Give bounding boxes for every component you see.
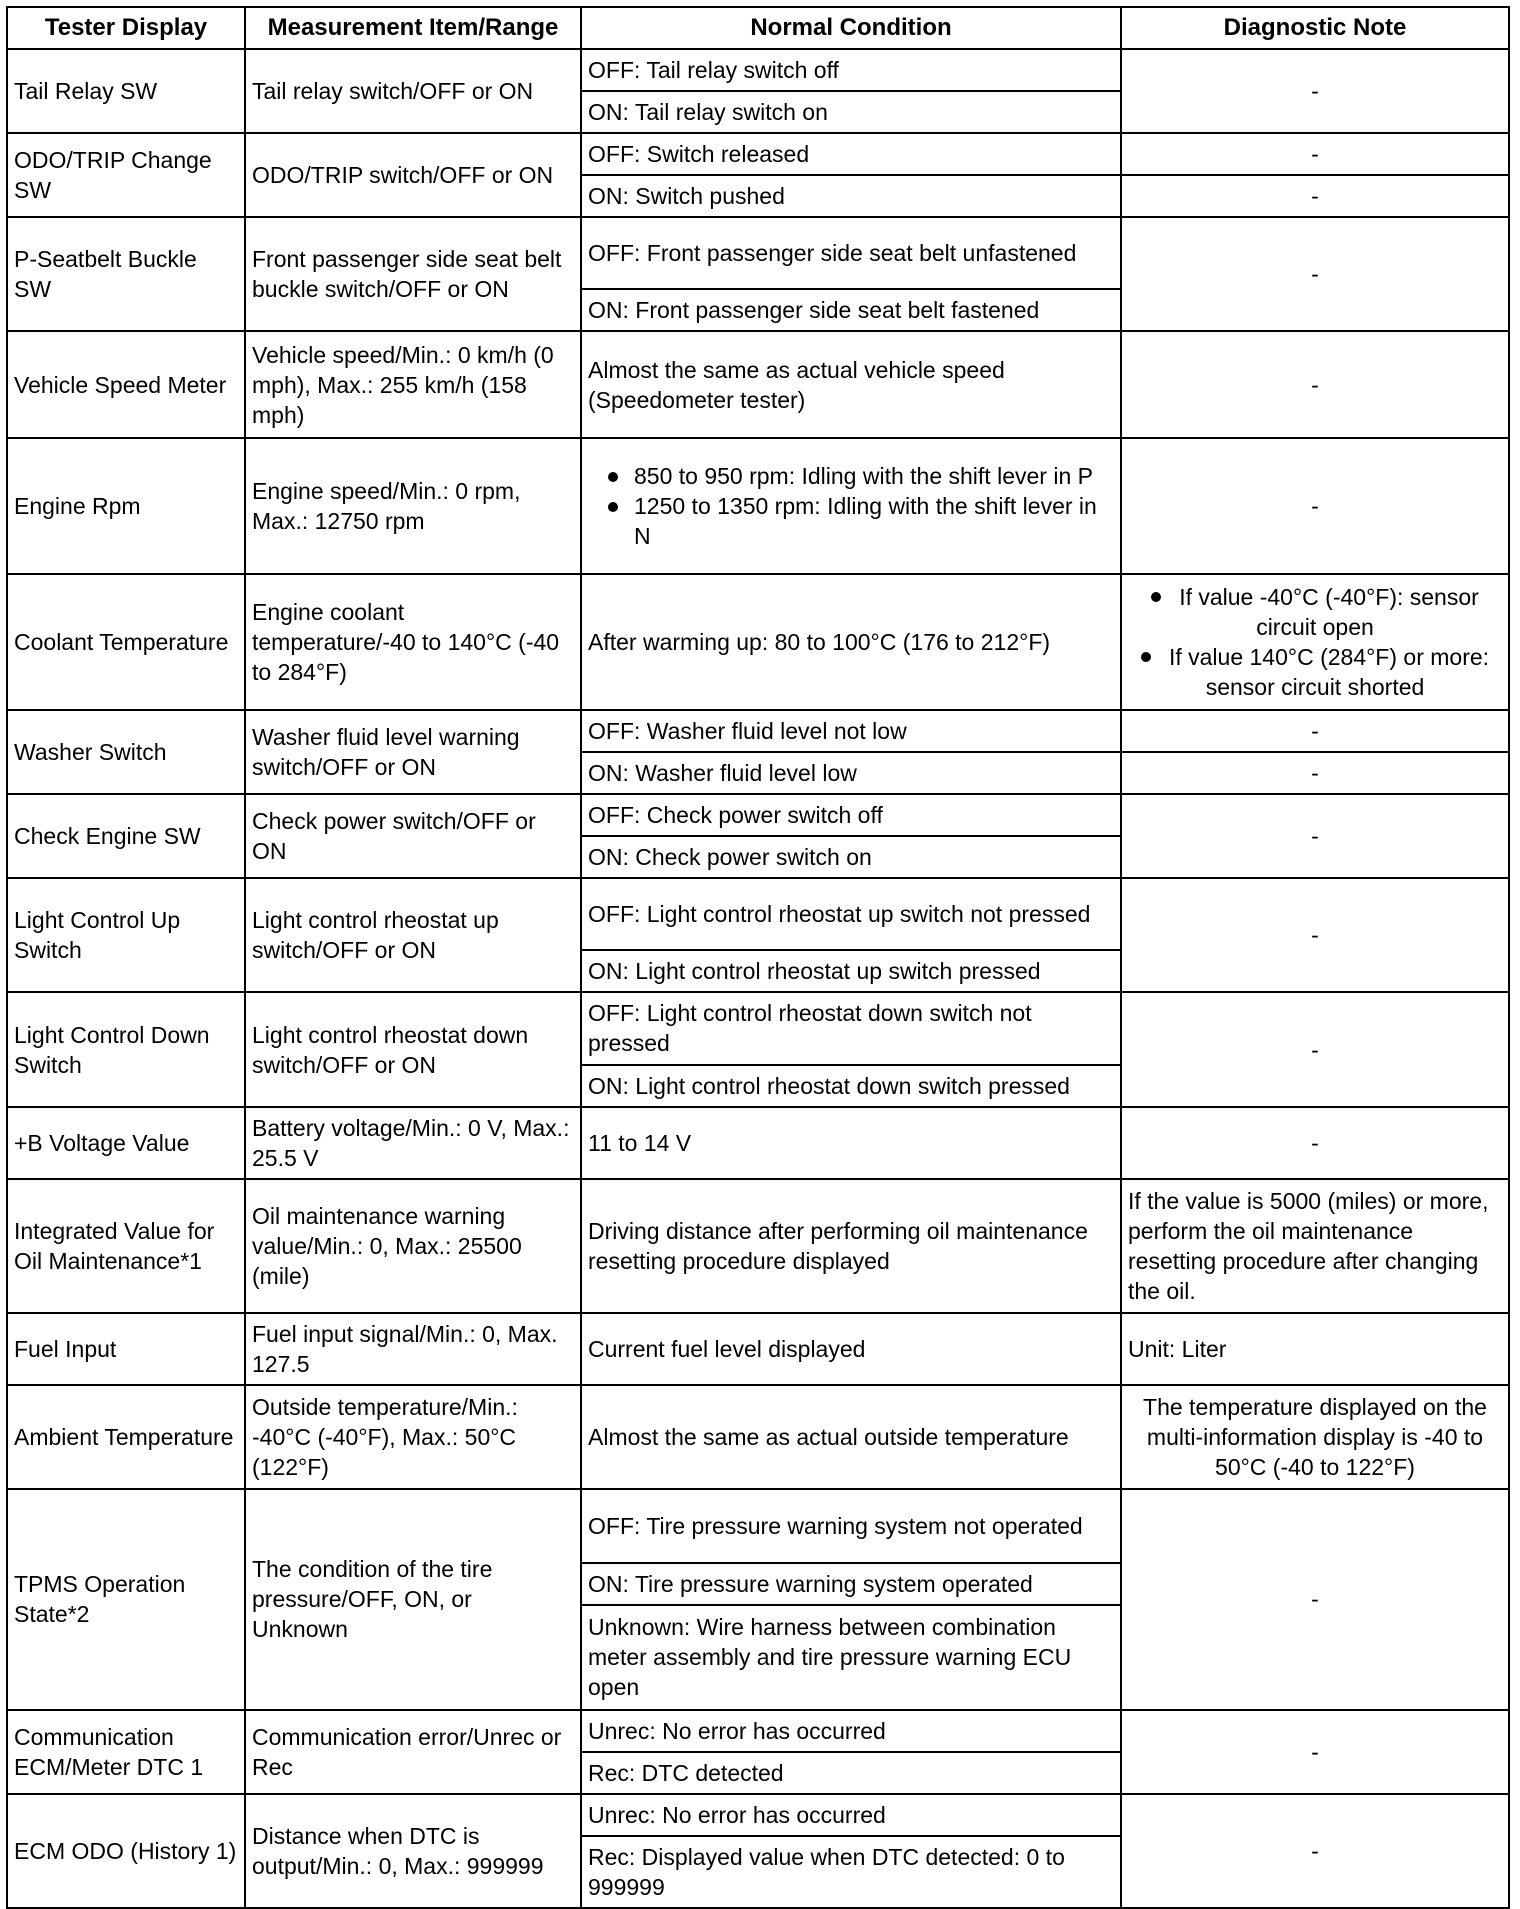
bullet-text: If value 140°C (284°F) or more: sensor circuit shorted	[1168, 643, 1490, 700]
normal-condition-cell: OFF: Light control rheostat up switch not pressed	[581, 878, 1121, 950]
normal-condition-cell: Driving distance after performing oil maintenance resetting procedure displayed	[581, 1179, 1121, 1313]
bullet-icon	[1151, 592, 1161, 602]
tester-display-cell: Light Control Up Switch	[7, 878, 245, 992]
tester-display-cell: Ambient Temperature	[7, 1385, 245, 1489]
normal-condition-cell: Unrec: No error has occurred	[581, 1794, 1121, 1836]
data-list-table	[6, 6, 1510, 1909]
bullet-icon	[608, 472, 618, 482]
diagnostic-note-cell: -	[1121, 438, 1509, 574]
normal-condition-cell: Unrec: No error has occurred	[581, 1710, 1121, 1752]
normal-condition-cell: 11 to 14 V	[581, 1107, 1121, 1179]
measurement-cell: Battery voltage/Min.: 0 V, Max.: 25.5 V	[245, 1107, 581, 1179]
table-row	[7, 1313, 1509, 1385]
table-row	[7, 133, 1509, 175]
header-row	[7, 7, 1509, 49]
normal-condition-cell: OFF: Switch released	[581, 133, 1121, 175]
diagnostic-note-cell: -	[1121, 1489, 1509, 1709]
measurement-cell: Distance when DTC is output/Min.: 0, Max.: 999999	[245, 1794, 581, 1908]
normal-condition-cell: ON: Check power switch on	[581, 836, 1121, 878]
table-row	[7, 574, 1509, 710]
table-row	[7, 438, 1509, 574]
normal-condition-cell: OFF: Check power switch off	[581, 794, 1121, 836]
diagnostic-note-cell: -	[1121, 710, 1509, 752]
table-row	[7, 1489, 1509, 1563]
tester-display-cell: Light Control Down Switch	[7, 992, 245, 1106]
tester-display-cell: Vehicle Speed Meter	[7, 331, 245, 437]
measurement-cell: Front passenger side seat belt buckle switch/OFF or ON	[245, 217, 581, 331]
measurement-cell: Tail relay switch/OFF or ON	[245, 49, 581, 133]
header-diagnostic-note: Diagnostic Note	[1121, 7, 1509, 49]
table-row	[7, 878, 1509, 950]
tester-display-cell: Coolant Temperature	[7, 574, 245, 710]
tester-display-cell: P-Seatbelt Buckle SW	[7, 217, 245, 331]
bullet-list	[1128, 582, 1502, 702]
diagnostic-note-cell: -	[1121, 49, 1509, 133]
table-row	[7, 217, 1509, 289]
measurement-cell: Vehicle speed/Min.: 0 km/h (0 mph), Max.: 255 km/h (158 mph)	[245, 331, 581, 437]
diagnostic-note-cell: -	[1121, 133, 1509, 175]
normal-condition-cell: Current fuel level displayed	[581, 1313, 1121, 1385]
diagnostic-note-cell: -	[1121, 794, 1509, 878]
header-tester-display: Tester Display	[7, 7, 245, 49]
tester-display-cell: +B Voltage Value	[7, 1107, 245, 1179]
tester-display-cell: ODO/TRIP Change SW	[7, 133, 245, 217]
list-item	[1128, 642, 1502, 702]
diagnostic-note-cell: -	[1121, 331, 1509, 437]
table-row	[7, 1107, 1509, 1179]
measurement-cell: Washer fluid level warning switch/OFF or ON	[245, 710, 581, 794]
table-row	[7, 331, 1509, 437]
bullet-text: 850 to 950 rpm: Idling with the shift lever in P	[634, 462, 1093, 489]
bullet-text: If value -40°C (-40°F): sensor circuit open	[1179, 583, 1479, 640]
measurement-cell: The condition of the tire pressure/OFF, ON, or Unknown	[245, 1489, 581, 1709]
table-row	[7, 1710, 1509, 1752]
normal-condition-cell: Rec: DTC detected	[581, 1752, 1121, 1794]
diagnostic-note-cell: -	[1121, 1794, 1509, 1908]
measurement-cell: ODO/TRIP switch/OFF or ON	[245, 133, 581, 217]
table-row	[7, 1179, 1509, 1313]
normal-condition-cell: After warming up: 80 to 100°C (176 to 212°F)	[581, 574, 1121, 710]
measurement-cell: Check power switch/OFF or ON	[245, 794, 581, 878]
diagnostic-note-cell	[1121, 574, 1509, 710]
tester-display-cell: Integrated Value for Oil Maintenance*1	[7, 1179, 245, 1313]
bullet-list	[588, 461, 1114, 551]
tester-display-cell: Tail Relay SW	[7, 49, 245, 133]
normal-condition-cell: ON: Front passenger side seat belt fastened	[581, 289, 1121, 331]
table-row	[7, 794, 1509, 836]
measurement-cell: Engine coolant temperature/-40 to 140°C (-40 to 284°F)	[245, 574, 581, 710]
normal-condition-cell: OFF: Front passenger side seat belt unfastened	[581, 217, 1121, 289]
bullet-icon	[1141, 652, 1151, 662]
measurement-cell: Light control rheostat down switch/OFF or ON	[245, 992, 581, 1106]
measurement-cell: Communication error/Unrec or Rec	[245, 1710, 581, 1794]
list-item	[588, 461, 1114, 491]
list-item	[588, 491, 1114, 551]
tester-display-cell: Check Engine SW	[7, 794, 245, 878]
diagnostic-note-cell: Unit: Liter	[1121, 1313, 1509, 1385]
normal-condition-cell: ON: Switch pushed	[581, 175, 1121, 217]
diagnostic-note-cell: -	[1121, 1107, 1509, 1179]
normal-condition-cell: Rec: Displayed value when DTC detected: 0 to 999999	[581, 1836, 1121, 1908]
table-row	[7, 992, 1509, 1064]
diagnostic-note-cell: -	[1121, 217, 1509, 331]
normal-condition-cell	[581, 438, 1121, 574]
table-row	[7, 710, 1509, 752]
diagnostic-note-cell: -	[1121, 1710, 1509, 1794]
normal-condition-cell: ON: Light control rheostat up switch pressed	[581, 950, 1121, 992]
bullet-text: 1250 to 1350 rpm: Idling with the shift lever in N	[634, 492, 1097, 549]
list-item	[1128, 582, 1502, 642]
measurement-cell: Light control rheostat up switch/OFF or ON	[245, 878, 581, 992]
normal-condition-cell: ON: Tail relay switch on	[581, 91, 1121, 133]
table-row	[7, 1794, 1509, 1836]
bullet-icon	[608, 502, 618, 512]
diagnostic-note-cell: -	[1121, 992, 1509, 1106]
normal-condition-cell: Almost the same as actual vehicle speed (Speedometer tester)	[581, 331, 1121, 437]
tester-display-cell: TPMS Operation State*2	[7, 1489, 245, 1709]
measurement-cell: Oil maintenance warning value/Min.: 0, Max.: 25500 (mile)	[245, 1179, 581, 1313]
tester-display-cell: ECM ODO (History 1)	[7, 1794, 245, 1908]
tester-display-cell: Engine Rpm	[7, 438, 245, 574]
header-measurement: Measurement Item/Range	[245, 7, 581, 49]
diagnostic-note-cell: -	[1121, 878, 1509, 992]
measurement-cell: Engine speed/Min.: 0 rpm, Max.: 12750 rpm	[245, 438, 581, 574]
tester-display-cell: Washer Switch	[7, 710, 245, 794]
normal-condition-cell: ON: Washer fluid level low	[581, 752, 1121, 794]
table-row	[7, 1385, 1509, 1489]
normal-condition-cell: Unknown: Wire harness between combination meter assembly and tire pressure warning ECU open	[581, 1605, 1121, 1709]
normal-condition-cell: ON: Tire pressure warning system operated	[581, 1563, 1121, 1605]
normal-condition-cell: ON: Light control rheostat down switch pressed	[581, 1065, 1121, 1107]
tester-display-cell: Fuel Input	[7, 1313, 245, 1385]
normal-condition-cell: OFF: Tail relay switch off	[581, 49, 1121, 91]
measurement-cell: Fuel input signal/Min.: 0, Max. 127.5	[245, 1313, 581, 1385]
diagnostic-note-cell: -	[1121, 752, 1509, 794]
tester-display-cell: Communication ECM/Meter DTC 1	[7, 1710, 245, 1794]
normal-condition-cell: Almost the same as actual outside temperature	[581, 1385, 1121, 1489]
measurement-cell: Outside temperature/Min.: -40°C (-40°F), Max.: 50°C (122°F)	[245, 1385, 581, 1489]
header-normal-condition: Normal Condition	[581, 7, 1121, 49]
normal-condition-cell: OFF: Tire pressure warning system not operated	[581, 1489, 1121, 1563]
table-row	[7, 49, 1509, 91]
diagnostic-note-cell: The temperature displayed on the multi-information display is -40 to 50°C (-40 to 122°F)	[1121, 1385, 1509, 1489]
diagnostic-note-cell: If the value is 5000 (miles) or more, perform the oil maintenance resetting procedure after changing the oil.	[1121, 1179, 1509, 1313]
diagnostic-note-cell: -	[1121, 175, 1509, 217]
normal-condition-cell: OFF: Washer fluid level not low	[581, 710, 1121, 752]
normal-condition-cell: OFF: Light control rheostat down switch not pressed	[581, 992, 1121, 1064]
